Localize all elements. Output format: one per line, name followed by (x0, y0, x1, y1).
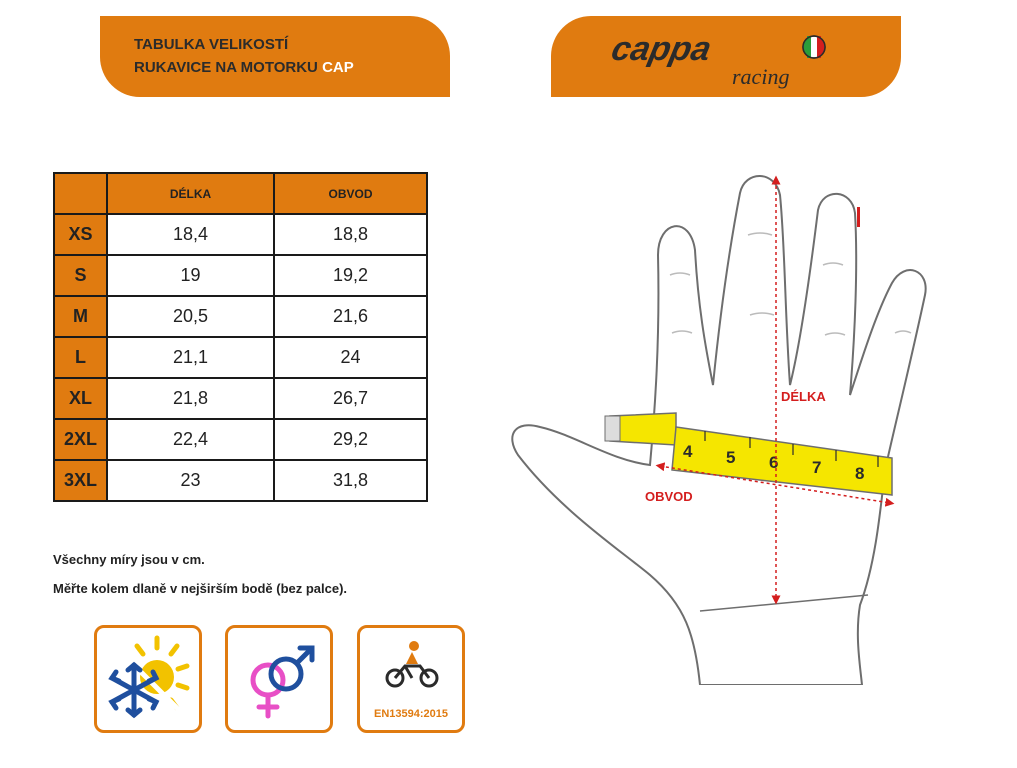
length-value: 19 (107, 255, 274, 296)
size-label: 2XL (54, 419, 107, 460)
brand-name: cappa (608, 30, 715, 68)
circumference-value: 29,2 (274, 419, 427, 460)
season-badge (94, 625, 202, 733)
tape-number: 4 (683, 442, 693, 461)
length-value: 20,5 (107, 296, 274, 337)
header-circumference: OBVOD (274, 173, 427, 214)
circumference-value: 24 (274, 337, 427, 378)
circumference-value: 21,6 (274, 296, 427, 337)
header-size-cell (54, 173, 107, 214)
size-table (53, 172, 428, 502)
header-length: DÉLKA (107, 173, 274, 214)
table-row (54, 378, 427, 419)
length-value: 22,4 (107, 419, 274, 460)
italian-flag-icon (803, 36, 825, 58)
table-header-row (54, 173, 427, 214)
circumference-value: 26,7 (274, 378, 427, 419)
table-row (54, 255, 427, 296)
size-label: M (54, 296, 107, 337)
size-label: L (54, 337, 107, 378)
length-label: DÉLKA (781, 389, 826, 404)
unisex-badge (225, 625, 333, 733)
length-value: 23 (107, 460, 274, 501)
circumference-value: 18,8 (274, 214, 427, 255)
hand-measurement-diagram (500, 165, 940, 685)
table-row (54, 296, 427, 337)
circumference-value: 19,2 (274, 255, 427, 296)
length-value: 18,4 (107, 214, 274, 255)
circumference-value: 31,8 (274, 460, 427, 501)
certification-badge (357, 625, 465, 733)
size-label: S (54, 255, 107, 296)
page-title-line1: TABULKA VELIKOSTÍ (134, 36, 289, 53)
table-row (54, 460, 427, 501)
certification-label: EN13594:2015 (373, 708, 448, 720)
circumference-label: OBVOD (645, 489, 693, 504)
page-title-accent: CAP (322, 59, 354, 76)
units-note: Všechny míry jsou v cm. (53, 552, 205, 567)
tape-number: 8 (855, 464, 865, 483)
table-row (54, 419, 427, 460)
measure-instruction: Měřte kolem dlaně v nejširším bodě (bez palce). (53, 581, 348, 596)
snowflake-sun-icon (97, 628, 199, 730)
header-title-banner (100, 16, 450, 97)
red-mark (857, 207, 860, 227)
cappa-racing-logo (600, 22, 840, 94)
tape-number: 5 (726, 448, 736, 467)
length-value: 21,1 (107, 337, 274, 378)
tape-number: 7 (812, 458, 822, 477)
page-title-line2-text: RUKAVICE NA MOTORKU (134, 59, 318, 76)
page-title-line2 (134, 59, 354, 76)
brand-sub: racing (732, 64, 790, 89)
size-label: XS (54, 214, 107, 255)
length-value: 21,8 (107, 378, 274, 419)
table-row (54, 214, 427, 255)
unisex-icon (228, 628, 330, 730)
size-label: XL (54, 378, 107, 419)
size-label: 3XL (54, 460, 107, 501)
table-row (54, 337, 427, 378)
tape-number: 6 (769, 453, 779, 472)
